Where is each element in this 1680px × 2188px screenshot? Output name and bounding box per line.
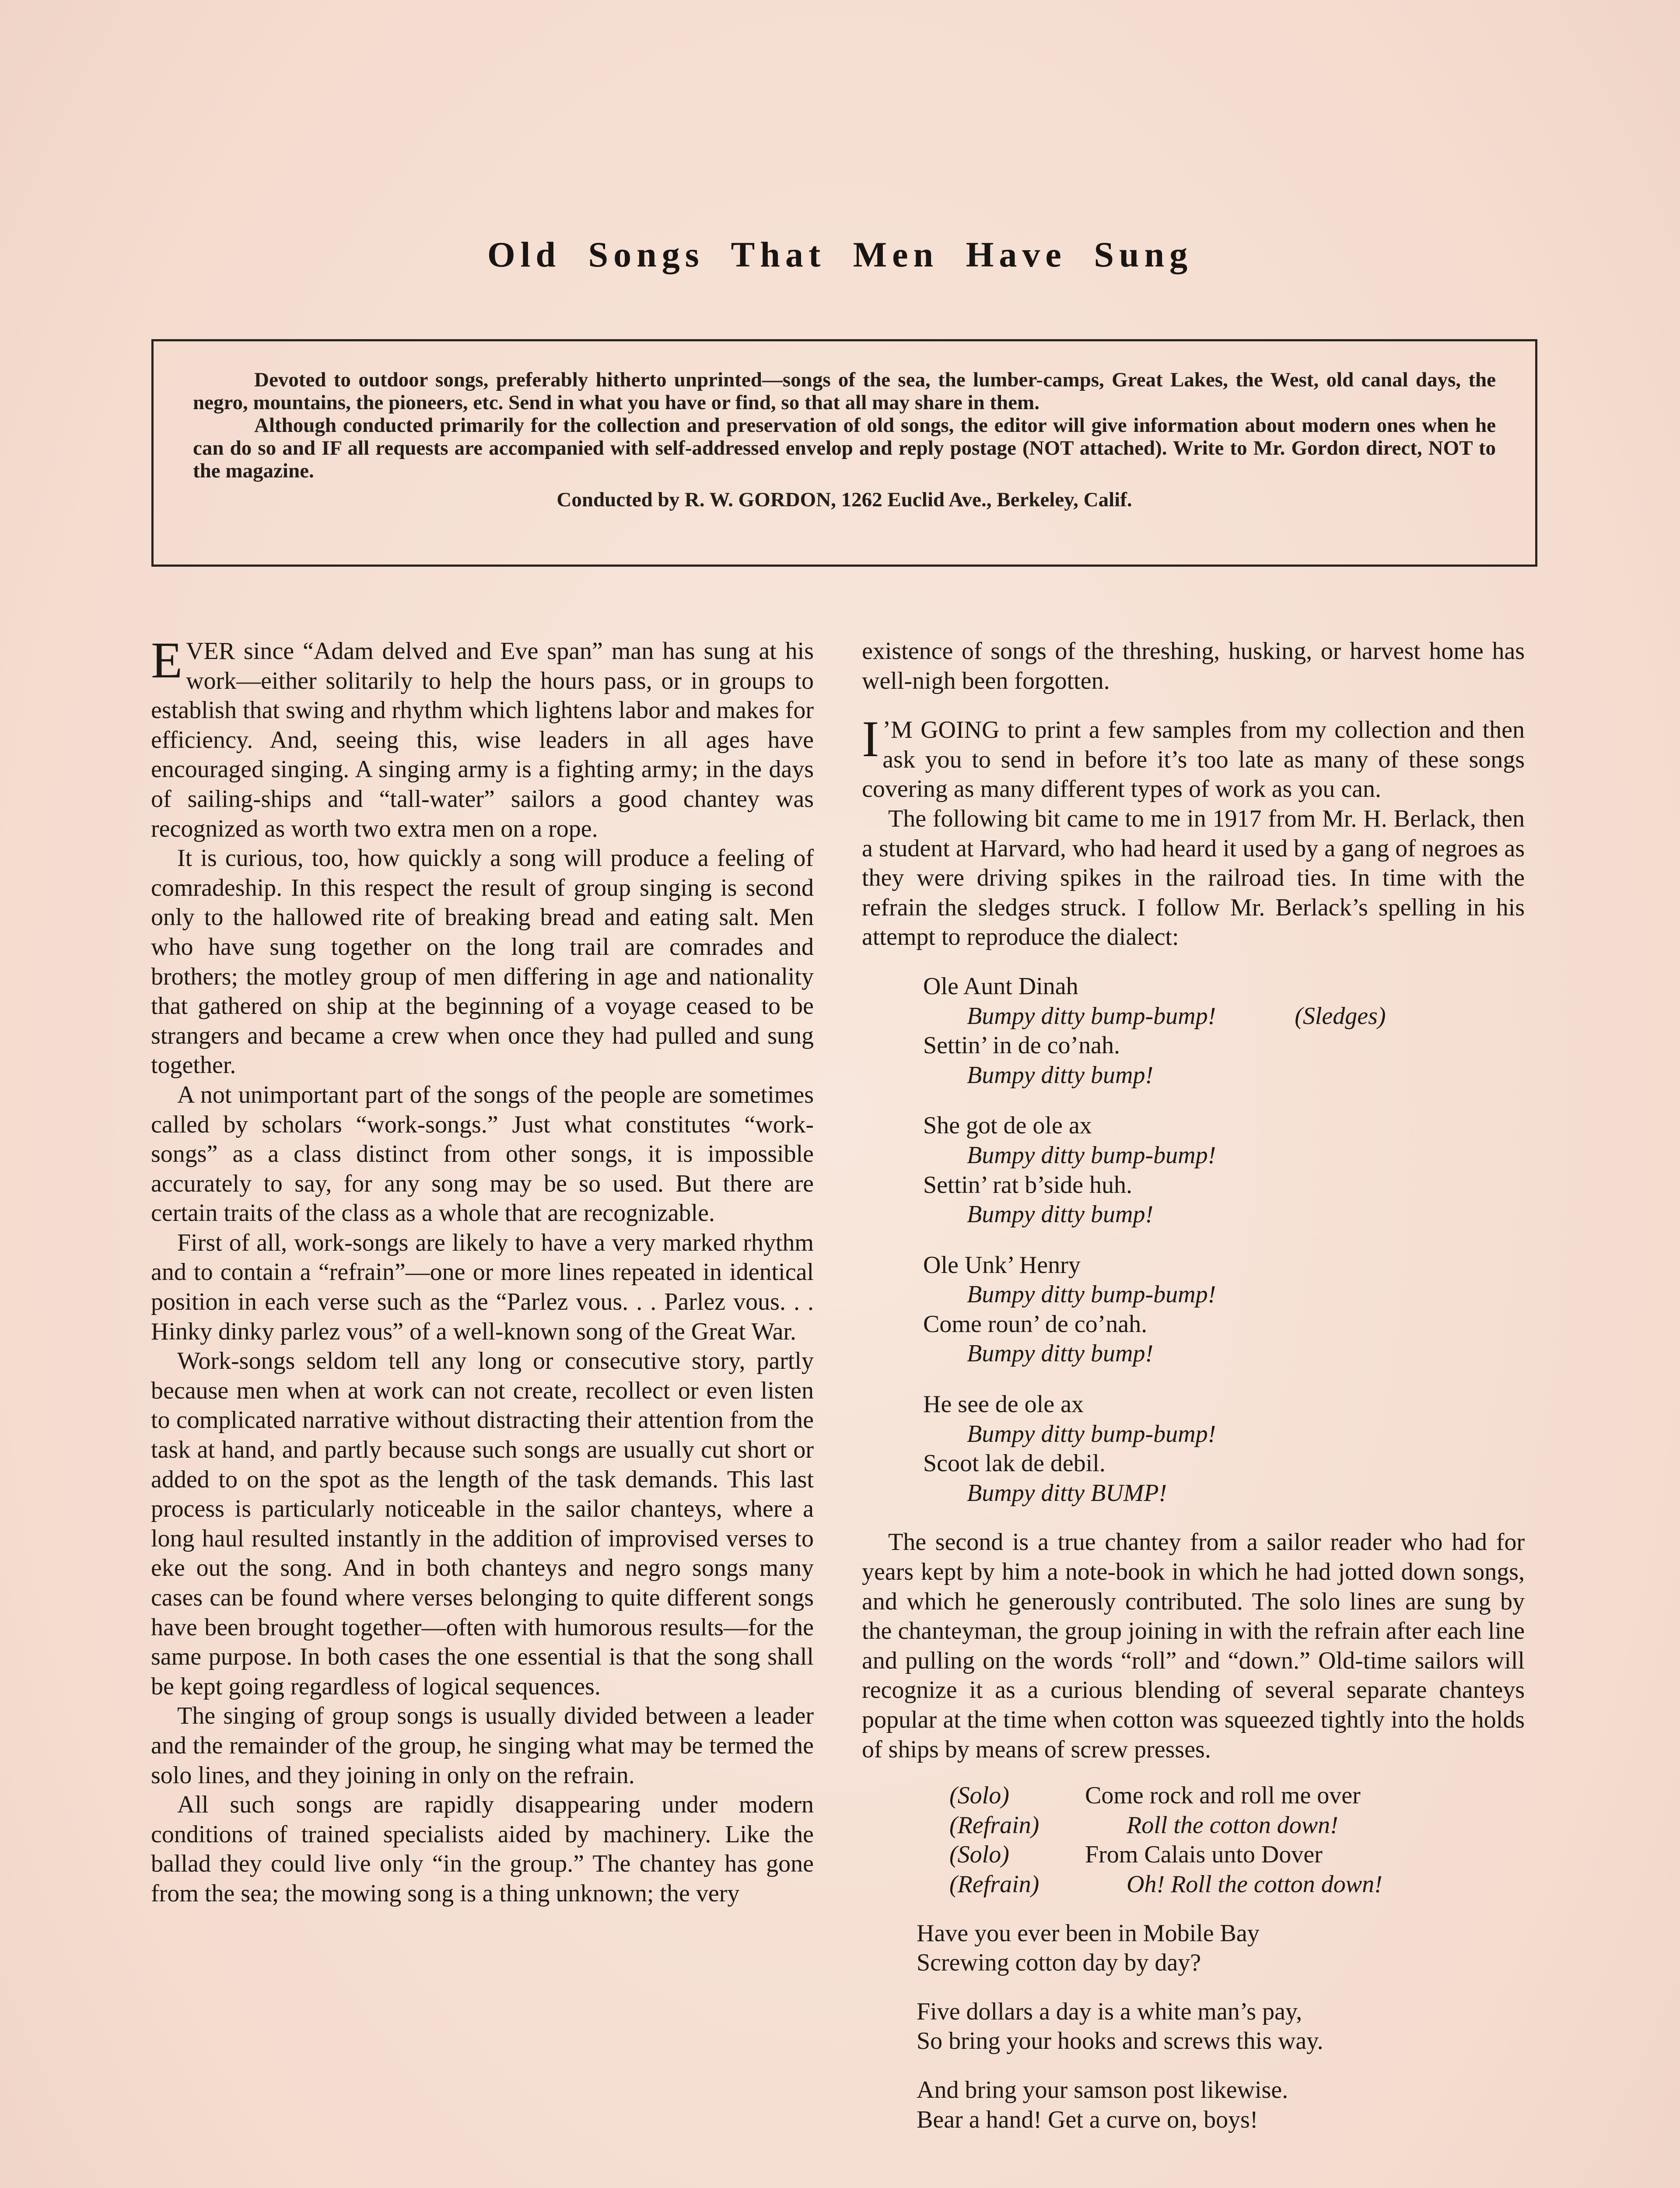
paragraph-text: ’M GOING to print a few samples from my collection and then ask you to send in before it’s too late as many of these songs covering as many different types of work as you can. — [862, 716, 1525, 803]
right-column — [862, 637, 1525, 2135]
verse-line: And bring your samson post likewise. — [917, 2076, 1288, 2104]
conducted-by-line: Conducted by R. W. GORDON, 1262 Euclid Ave., Berkeley, Calif. — [556, 488, 1132, 511]
page-title: Old Songs That Men Have Sung — [487, 235, 1193, 274]
song-line: Settin’ rat b’side huh. — [923, 1171, 1132, 1199]
paragraph: It is curious, too, how quickly a song will produce a feeling of comradeship. In this respect the result of group singing is second only to the hallowed rite of breaking bread and eating salt. Men who have sung together on the long trail are comrades and brothers; the motley group of men differing in age and nationality that gathered on ship at the beginning of a voyage ceased to be strangers and became a crew when once they had pulled and sung together. — [151, 845, 814, 1079]
info-paragraph-1: Devoted to outdoor songs, preferably hitherto unprinted—songs of the sea, the lumber-camps, Great Lakes, the West, old canal days, the negro, mountains, the pioneers, etc. Send in what you have or find, so that all may share in them. — [193, 368, 1496, 414]
dinah-song — [862, 972, 1525, 1508]
chantey-tag: (Solo) — [949, 1782, 1009, 1809]
drop-cap: E — [151, 631, 183, 689]
song-line: Ole Aunt Dinah — [923, 972, 1078, 1000]
chantey-row — [949, 1781, 1525, 1811]
chantey-text: Oh! Roll the cotton down! — [1127, 1870, 1382, 1898]
song-refrain: Bumpy ditty bump! — [967, 1061, 1154, 1089]
cotton-verse — [917, 1997, 1525, 2056]
info-paragraph-2: Although conducted primarily for the collection and preservation of old songs, the editor will give information about modern ones when he can do so and IF all requests are accompanied with self-addressed envelop and reply postage (NOT attached). Write to Mr. Gordon direct, NOT to the magazine. — [193, 414, 1496, 482]
refrain-text: Bumpy ditty bump-bump! — [967, 1002, 1216, 1030]
song-refrain: Bumpy ditty bump-bump! — [967, 1420, 1216, 1448]
chantey-text: From Calais unto Dover — [1085, 1841, 1323, 1869]
paragraph: existence of songs of the threshing, husking, or harvest home has well-nigh been forgotten. — [862, 638, 1525, 694]
department-info-box — [151, 339, 1537, 567]
song-refrain: Bumpy ditty bump-bump! — [967, 1141, 1216, 1169]
paragraph: Work-songs seldom tell any long or consecutive story, partly because men when at work can not create, recollect or even listen to complicated narrative without distracting their attention from the task at hand, and partly because such songs are usually cut short or added to on the spot as the length of the task demands. This last process is particularly noticeable in the sailor chanteys, where a long haul resulted instantly in the addition of improvised verses to eke out the song. And in both chanteys and negro songs many cases can be found where verses belonging to quite different songs have been brought together—often with humorous results—for the same purpose. In both cases the one essential is that the song shall be kept going regardless of logical sequences. — [151, 1347, 814, 1700]
chantey-tag: (Refrain) — [949, 1870, 1040, 1898]
song-line: She got de ole ax — [923, 1112, 1092, 1140]
song-refrain — [967, 1002, 1525, 1031]
paragraph: All such songs are rapidly disappearing under modern conditions of trained specialists aided by machinery. Like the ballad they could live only “in the group.” The chantey has gone from the sea; the mowing song is a thing unknown; the very — [151, 1791, 814, 1907]
song-refrain: Bumpy ditty bump! — [967, 1340, 1154, 1368]
song-refrain: Bumpy ditty bump-bump! — [967, 1281, 1216, 1308]
song-line: Scoot lak de debil. — [923, 1450, 1106, 1477]
cotton-verse — [917, 2076, 1525, 2135]
paragraph: The second is a true chantey from a sailor reader who had for years kept by him a note-book in which he had jotted down songs, and which he generously contributed. The solo lines are sung by the chanteyman, the group joining in with the refrain after each line and pulling on the words “roll” and “down.” Old-time sailors will recognize it as a curious blending of several separate chanteys popular at the time when cotton was squeezed tightly into the holds of ships by means of screw presses. — [862, 1529, 1525, 1763]
chantey-tag: (Refrain) — [949, 1811, 1040, 1839]
verse-line: So bring your hooks and screws this way. — [917, 2027, 1323, 2055]
verse-line: Have you ever been in Mobile Bay — [917, 1919, 1260, 1947]
chantey-row — [949, 1870, 1525, 1900]
chantey-text: Come rock and roll me over — [1085, 1782, 1361, 1809]
paragraph: First of all, work-songs are likely to have a very marked rhythm and to contain a “refrain”—one or more lines repeated in identical position in each verse such as the “Parlez vous. . . Parlez vous. . . Hinky dinky parlez vous” of a well-known song of the Great War. — [151, 1229, 814, 1345]
chantey-row — [949, 1811, 1525, 1841]
left-column — [151, 631, 814, 1909]
song-line: He see de ole ax — [923, 1391, 1084, 1418]
song-line: Come roun’ de co’nah. — [923, 1310, 1148, 1338]
paragraph-text: VER since “Adam delved and Eve span” man has sung at his work—either solitarily to help the hours pass, or in groups to establish that swing and rhythm which lightens labor and makes for efficiency. And, seeing this, wise leaders in all ages have encouraged singing. A singing army is a fighting army; in the days of sailing-ships and “tall-water” sailors a good chantey was recognized as worth two extra men on a rope. — [151, 638, 814, 842]
paragraph: The singing of group songs is usually divided between a leader and the remainder of the group, he singing what may be termed the solo lines, and they joining in only on the refrain. — [151, 1702, 814, 1789]
chantey-text: Roll the cotton down! — [1127, 1811, 1338, 1839]
verse-line: Five dollars a day is a white man’s pay, — [917, 1998, 1302, 2025]
chantey-tag: (Solo) — [949, 1841, 1009, 1869]
paragraph: A not unimportant part of the songs of the people are sometimes called by scholars “work-songs.” Just what constitutes “work-songs” as a class distinct from other songs, it is impossible accurately to say, for any song may be so used. But there are certain traits of the class as a whole that are recognizable. — [151, 1081, 814, 1227]
drop-cap: I — [862, 710, 879, 768]
cotton-verse — [917, 1919, 1525, 1978]
verse-line: Bear a hand! Get a curve on, boys! — [917, 2106, 1258, 2133]
song-line: Ole Unk’ Henry — [923, 1251, 1081, 1279]
paragraph — [862, 710, 1525, 804]
chantey-row — [949, 1840, 1525, 1870]
song-line: Settin’ in de co’nah. — [923, 1032, 1120, 1059]
verse-line: Screwing cotton day by day? — [917, 1949, 1201, 1977]
chantey-lines — [949, 1781, 1525, 1899]
song-refrain: Bumpy ditty BUMP! — [967, 1479, 1167, 1507]
paragraph — [151, 631, 814, 844]
sledges-note: (Sledges) — [1295, 1002, 1386, 1030]
paragraph: The following bit came to me in 1917 from Mr. H. Berlack, then a student at Harvard, who had heard it used by a gang of negroes as they were driving spikes in the railroad ties. In time with the refrain the sledges struck. I follow Mr. Berlack’s spelling in his attempt to reproduce the dialect: — [862, 805, 1525, 951]
song-refrain: Bumpy ditty bump! — [967, 1201, 1154, 1228]
